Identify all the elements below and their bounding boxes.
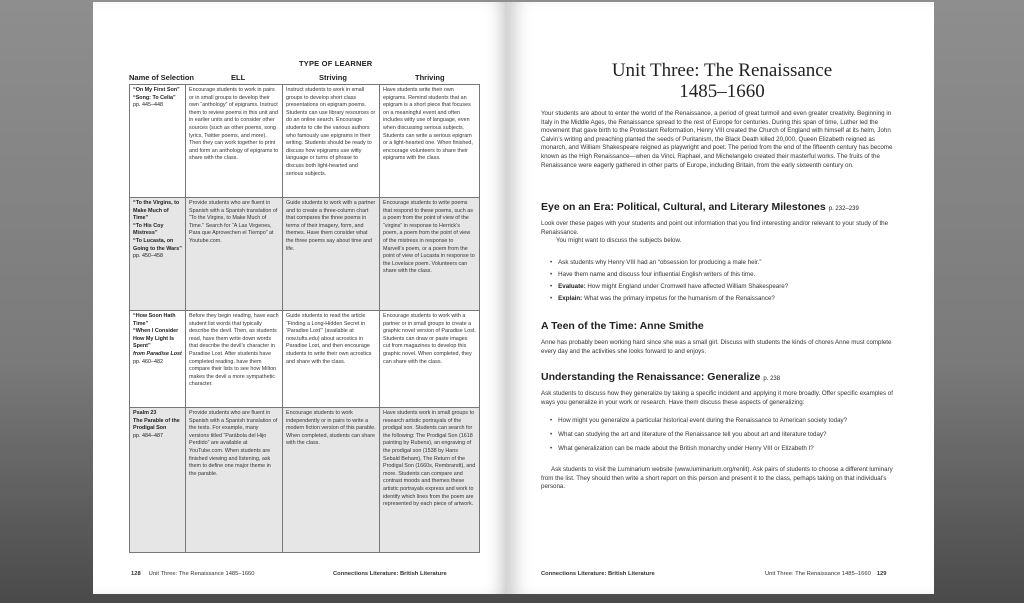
table-row: [130, 311, 480, 408]
list-item: • What generalization can be made about the British monarchy under Henry VIII or Elizabeth I?: [550, 442, 890, 456]
section-paragraph: You might want to discuss the subjects below.: [556, 237, 682, 244]
table-row: [130, 408, 480, 553]
selection-pages: pp. 445–448: [133, 102, 163, 109]
section-heading: [541, 201, 859, 213]
page-number: 128: [131, 571, 141, 577]
selection-cell: [130, 85, 186, 198]
list-item: • Evaluate: How might England under Cromwell have affected William Shakespeare?: [550, 281, 890, 293]
selection-title: Psalm 23: [133, 410, 157, 416]
section-heading: [541, 371, 780, 383]
footer-book: Connections Literature: British Literature: [333, 571, 447, 577]
unit-dates: 1485–1660: [679, 81, 765, 102]
unit-title: Unit Three: The Renaissance: [611, 60, 833, 81]
selection-title: “To the Virgins, to Make Much of Time”: [133, 200, 180, 222]
column-header-selection: Name of Selection: [129, 73, 195, 82]
footer-unit: Unit Three: The Renaissance 1485–1660: [148, 571, 255, 577]
selection-cell: [130, 198, 186, 311]
selection-cell: [130, 311, 186, 408]
table-title: TYPE OF LEARNER: [299, 59, 373, 68]
selection-title: “When I Consider How My Light Is Spent”: [133, 328, 179, 350]
ell-cell: Encourage students to work in pairs or in small groups to develop their own “anthology” of epigrams. Instruct them to review poems in this unit and in earlier units and to consider other sources (such as other poems, song lyrics, Twitter poems, and more). Then they can work together to print and form an anthology of epigrams to share with the class.: [186, 85, 283, 198]
selection-title: “To His Coy Mistress”: [133, 222, 164, 237]
list-item: • Ask students why Henry VIII had an “obsession for producing a male heir.”: [550, 257, 890, 269]
selection-title: “On My First Son”: [133, 87, 180, 93]
ell-cell: Provide students who are fluent in Spanish with a Spanish translation of the texts. For example, many versions titled “Parábola del Hijo Perdido” are available at YouTube.com. When students are finished viewing and listening, ask them to define one major theme in the parable.: [186, 408, 283, 553]
heading-text: Understanding the Renaissance: Generalize: [541, 371, 761, 383]
striving-cell: Guide students to work with a partner and to create a three-column chart that compares the three poems in terms of their imagery, form, and themes. Have them consider what the three poems say about time and life.: [283, 198, 380, 311]
learner-table: [129, 84, 480, 553]
heading-pages: p. 232–239: [828, 206, 859, 212]
selection-title: “Song: To Celia”: [133, 94, 176, 101]
selection-pages: pp. 450–458: [133, 253, 163, 260]
section-paragraph: Look over these pages with your students and point out information that you find interesting and/or relevant to your study of the Renaissance.: [541, 220, 889, 236]
column-header-thriving: Thriving: [415, 73, 445, 82]
thriving-cell: Have students write their own epigrams. Remind students that an epigram is a short piece that focuses on a meaningful event and often includes witty use of language, even when discussing serious subjects. Students can write a serious epigram or a light-hearted one. When finished, encourage volunteers to share their epigrams with the class.: [380, 85, 480, 198]
footer-right: [765, 571, 887, 577]
selection-title: The Parable of the Prodigal Son: [133, 417, 180, 432]
list-item: • Have them name and discuss four influential English writers of this time.: [550, 269, 890, 281]
section-heading: A Teen of the Time: Anne Smithe: [541, 320, 704, 332]
section-paragraph: Anne has probably been working hard since she was a small girl. Discuss with students the kinds of chores Anne must complete every day and the activities she looks forward to and enjoys.: [541, 339, 892, 355]
selection-title: from Paradise Lost: [133, 350, 182, 357]
heading-text: Eye on an Era: Political, Cultural, and Literary Milestones: [541, 201, 826, 213]
page-number: 129: [876, 571, 887, 577]
ell-cell: Provide students who are fluent in Spanish with a Spanish translation of “To the Virgins, to Make Much of Time.” Search for “A Las Virgenes, Para que Aprovechen el Tiempo” at Youtube.com.: [186, 198, 283, 311]
footer-book: Connections Literature: British Literature: [541, 571, 655, 577]
thriving-cell: Encourage students to work with a partner or in small groups to create a graphic novel version of Paradise Lost. Students can draw or paste images cut from magazines to develop this graphic novel. When completed, they can share with the class.: [380, 311, 480, 408]
column-header-striving: Striving: [319, 73, 347, 82]
table-row: [130, 198, 480, 311]
selection-pages: pp. 484–487: [133, 432, 163, 439]
list-item: • What can studying the art and literature of the Renaissance tell you about art and literature today?: [550, 428, 890, 442]
selection-title: “How Soon Hath Time”: [133, 313, 176, 327]
ell-cell: Before they begin reading, have each student list words that typically describe the devil. Then, as students read, have them write down words that describe the devil’s character in Paradise Lost. After students have completed reading, have them compare their lists to see how Milton makes the devil a more sympathetic character.: [186, 311, 283, 408]
thriving-cell: Have students work in small groups to research artistic portrayals of the prodigal son. Students can search for the following: The Prodigal Son (1618 painting by Rubens), an engraving of the prodigal son (1538 by Hans Sebald Beham), The Return of the Prodigal Son (1660s, Rembrandt), and more. Students can compare and contrast moods and themes these artistic portrayals express and work to identify which lines from the poem are represented by each piece of artwork.: [380, 408, 480, 553]
intro-paragraph: Your students are about to enter the world of the Renaissance, a period of great turmoil and even greater creativity. Beginning in Italy in the Middle Ages, the Renaissance spread to the rest of Europe for centuries. During this span of time, Luther led the movement that gave birth to the Protestant Reformation, Henry VIII created the Church of England with himself at its helm, John Calvin’s writing and preaching planted the seeds of Puritanism, the Black Death killed 20,000, Queen Elizabeth reigned as monarch, and William Shakespeare reigned as playwright and poet. The period from the end of the fifteenth century has become known as the High Renaissance—when da Vinci, Raphael, and Michelangelo created their masterful works. The fruits of the Renaissance were eagerly gathered in other parts of Europe, including Britain, from the early sixteenth century on.: [541, 110, 893, 169]
closing-paragraph: Ask students to visit the Luminarium website (www.luminarium.org/renlit). Ask pairs of students to choose a different luminary from the list. They should then write a short report on this person and present it to the class, perhaps taking on that individual’s persona.: [541, 466, 893, 491]
selection-cell: [130, 408, 186, 553]
column-header-ell: ELL: [231, 73, 246, 82]
footer-unit: Unit Three: The Renaissance 1485–1660: [765, 571, 871, 577]
striving-cell: Guide students to read the article “Finding a Long-Hidden Secret in ‘Paradise Lost’” (available at now.tufts.edu) about acrostics in Paradise Lost, and then encourage students to write their own acrostics and share with the class.: [283, 311, 380, 408]
left-page: [93, 2, 508, 594]
striving-cell: Instruct students to work in small groups to develop short class presentations on epigram poems. Students can use library resources or do an online search. Encourage students to cite the various authors who famously use epigrams in their writing. Students should be ready to discuss how epigrams use witty language or turns of phrase to discuss both light-hearted and serious subjects.: [283, 85, 380, 198]
striving-cell: Encourage students to work independently or in pairs to write a modern fiction version of this parable. When completed, students can share with the class.: [283, 408, 380, 553]
list-item: • How might you generalize a particular historical event during the Renaissance to American society today?: [550, 414, 890, 428]
thriving-cell: Encourage students to write poems that respond to these poems, such as a poem from the point of view of the “virgins” in response to Herrick’s poem, a poem from the point of view of the mistress in response to Marvell’s poem, or a poem from the point of view of Lucasta in response to the Lovelace poem. Volunteers can share with the class.: [380, 198, 480, 311]
footer-left: [131, 571, 255, 577]
right-page: [510, 2, 934, 594]
milestones-list: [550, 257, 890, 305]
list-item: • Explain: What was the primary impetus for the humanism of the Renaissance?: [550, 293, 890, 305]
generalize-list: [550, 414, 890, 456]
section-paragraph: Ask students to discuss how they generalize by taking a specific incident and applying it more broadly. Offer specific examples of ways you generalize in your work or research. Have them discuss these aspects of generalizing:: [541, 390, 893, 406]
selection-title: “To Lucasta, on Going to the Wars”: [133, 237, 182, 252]
heading-pages: p. 238: [763, 376, 781, 382]
table-row: [130, 85, 480, 198]
selection-pages: pp. 460–482: [133, 358, 163, 365]
